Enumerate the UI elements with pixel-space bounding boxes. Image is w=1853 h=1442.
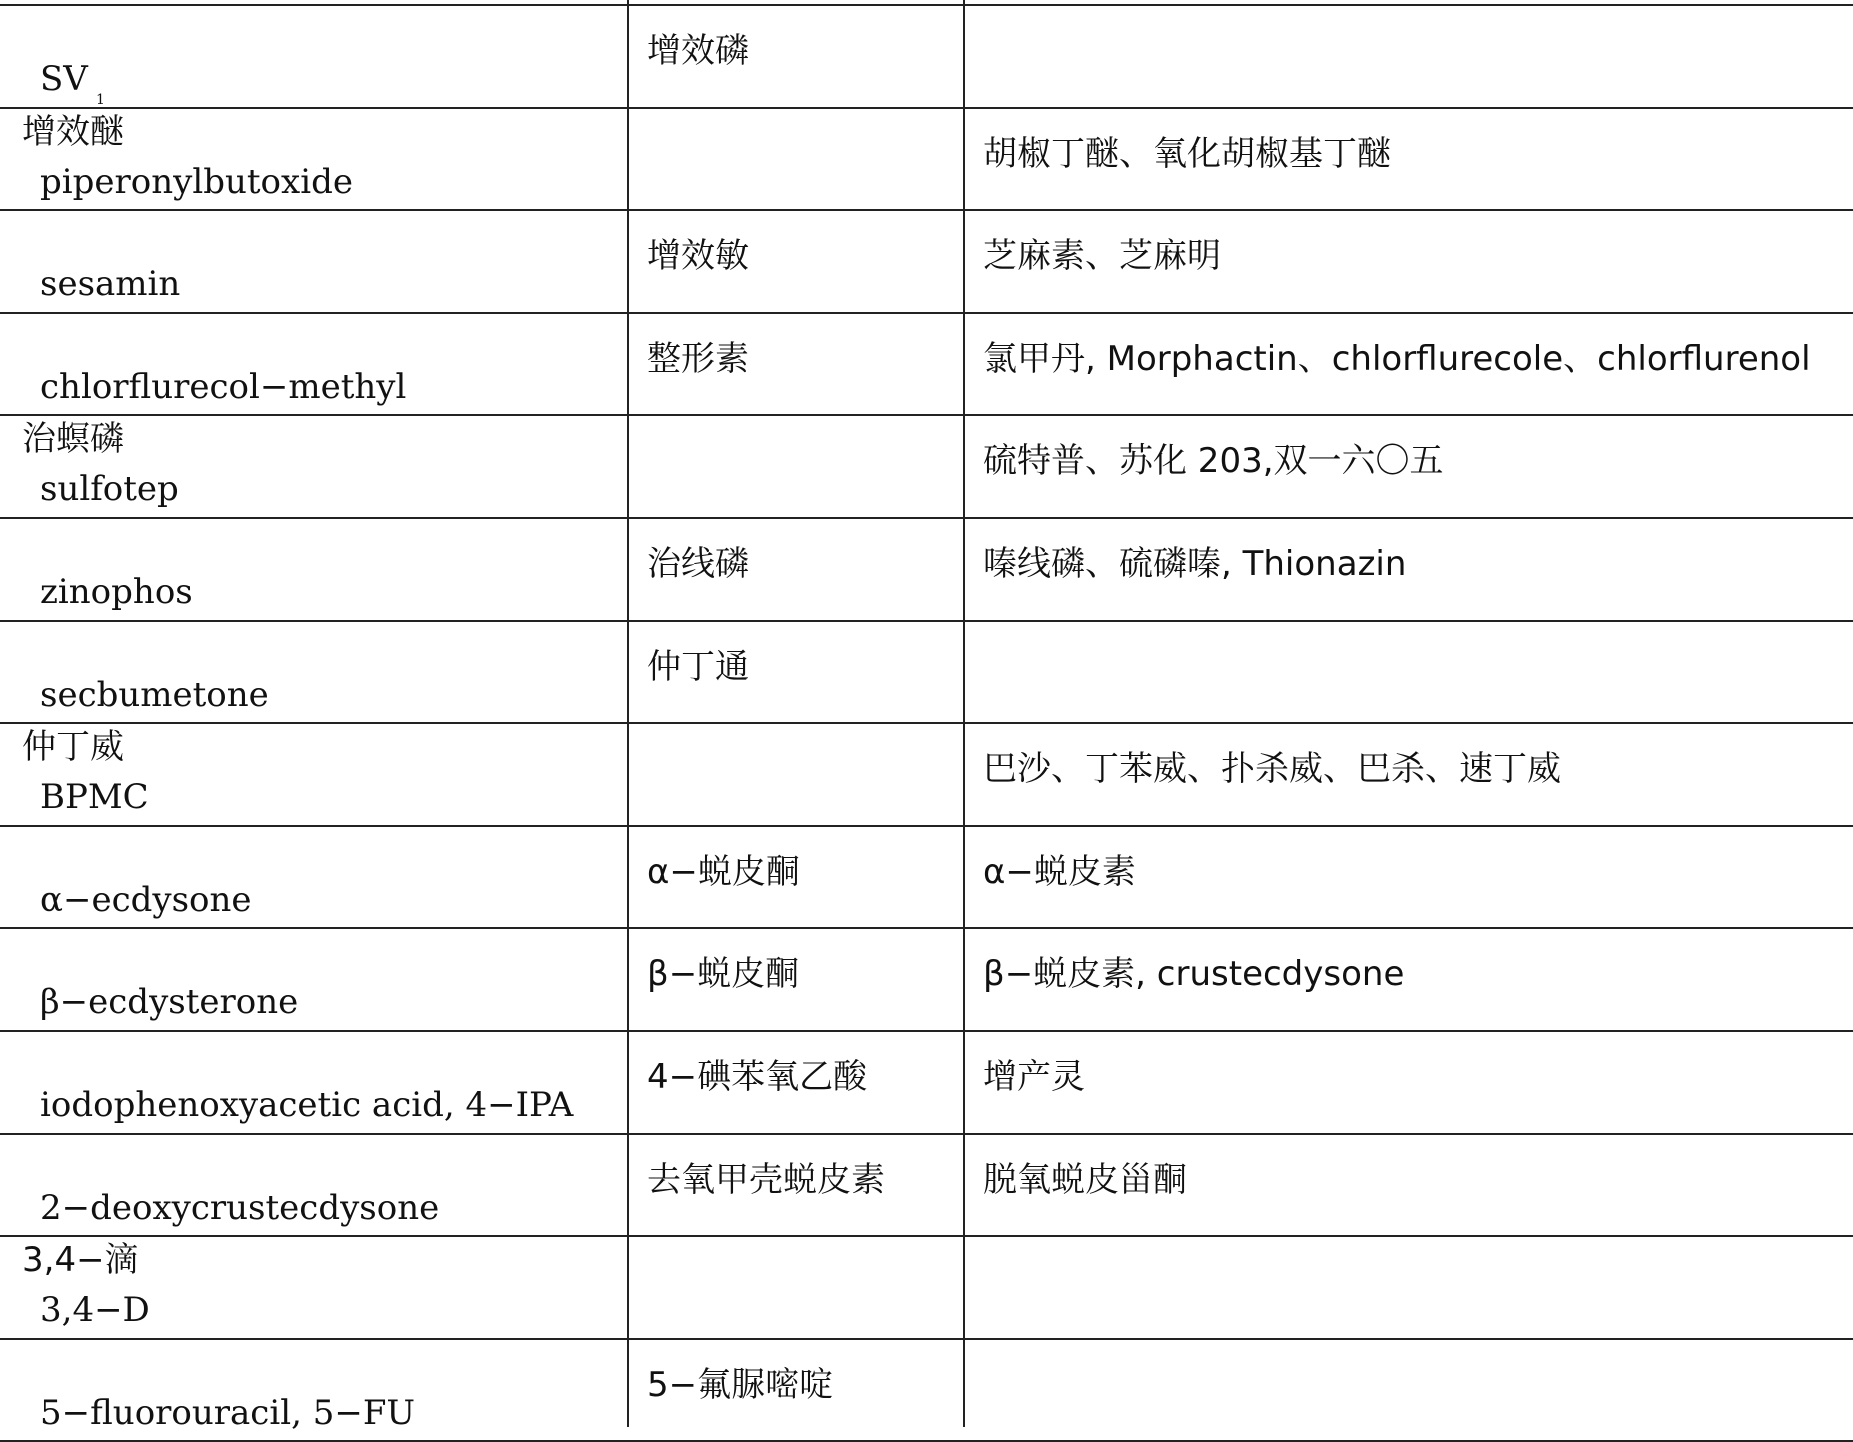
aliases: 芝麻素、芝麻明 xyxy=(983,236,1221,276)
chinese-common-name: 治螟磷 xyxy=(22,419,124,459)
row-divider xyxy=(0,825,1853,827)
chinese-common-name: 仲丁威 xyxy=(22,727,124,767)
english-name: SV xyxy=(40,59,88,99)
chinese-standard-name: 治线磷 xyxy=(647,544,749,584)
chinese-standard-name: 整形素 xyxy=(647,339,749,379)
row-divider xyxy=(0,517,1853,519)
english-name: BPMC xyxy=(40,777,149,817)
chinese-common-name: 3,4−滴 xyxy=(22,1240,139,1280)
aliases: β−蜕皮素, crustecdysone xyxy=(983,954,1405,994)
english-name: 5−fluorouracil, 5−FU xyxy=(40,1393,416,1433)
chinese-standard-name: 增效敏 xyxy=(647,236,749,276)
row-divider xyxy=(0,620,1853,622)
row-divider xyxy=(0,414,1853,416)
aliases: 脱氧蜕皮甾酮 xyxy=(983,1160,1187,1200)
english-name: chlorflurecol−methyl xyxy=(40,367,407,407)
row-divider xyxy=(0,4,1853,6)
chinese-standard-name: 去氧甲壳蜕皮素 xyxy=(647,1160,885,1200)
aliases: 硫特普、苏化 203,双一六〇五 xyxy=(983,441,1444,481)
aliases: 巴沙、丁苯威、扑杀威、巴杀、速丁威 xyxy=(983,749,1561,789)
english-name: piperonylbutoxide xyxy=(40,162,353,202)
english-name: 3,4−D xyxy=(40,1290,150,1330)
row-divider xyxy=(0,1338,1853,1340)
column-divider xyxy=(627,0,629,1427)
english-name: β−ecdysterone xyxy=(40,982,299,1022)
english-name: sulfotep xyxy=(40,469,179,509)
chinese-common-name: 增效醚 xyxy=(22,112,124,152)
english-name: 2−deoxycrustecdysone xyxy=(40,1188,440,1228)
chinese-standard-name: β−蜕皮酮 xyxy=(647,954,800,994)
english-name: sesamin xyxy=(40,264,181,304)
row-divider xyxy=(0,312,1853,314)
aliases: 增产灵 xyxy=(983,1057,1085,1097)
subscript: 1 xyxy=(96,92,105,108)
row-divider xyxy=(0,1133,1853,1135)
row-divider xyxy=(0,927,1853,929)
chinese-standard-name: 增效磷 xyxy=(647,31,749,71)
row-divider xyxy=(0,1235,1853,1237)
column-divider xyxy=(963,0,965,1427)
row-divider xyxy=(0,1030,1853,1032)
aliases: α−蜕皮素 xyxy=(983,852,1136,892)
chinese-standard-name: α−蜕皮酮 xyxy=(647,852,800,892)
row-divider xyxy=(0,107,1853,109)
chinese-standard-name: 4−碘苯氧乙酸 xyxy=(647,1057,868,1097)
english-name: iodophenoxyacetic acid, 4−IPA xyxy=(40,1085,574,1125)
english-name: zinophos xyxy=(40,572,193,612)
row-divider xyxy=(0,722,1853,724)
chinese-standard-name: 5−氟脲嘧啶 xyxy=(647,1365,834,1405)
row-divider xyxy=(0,209,1853,211)
english-name: α−ecdysone xyxy=(40,880,252,920)
aliases: 胡椒丁醚、氧化胡椒基丁醚 xyxy=(983,134,1391,174)
chinese-standard-name: 仲丁通 xyxy=(647,647,749,687)
aliases: 氯甲丹, Morphactin、chlorflurecole、chlorflurenol xyxy=(983,339,1811,379)
english-name: secbumetone xyxy=(40,675,269,715)
aliases: 嗪线磷、硫磷嗪, Thionazin xyxy=(983,544,1407,584)
